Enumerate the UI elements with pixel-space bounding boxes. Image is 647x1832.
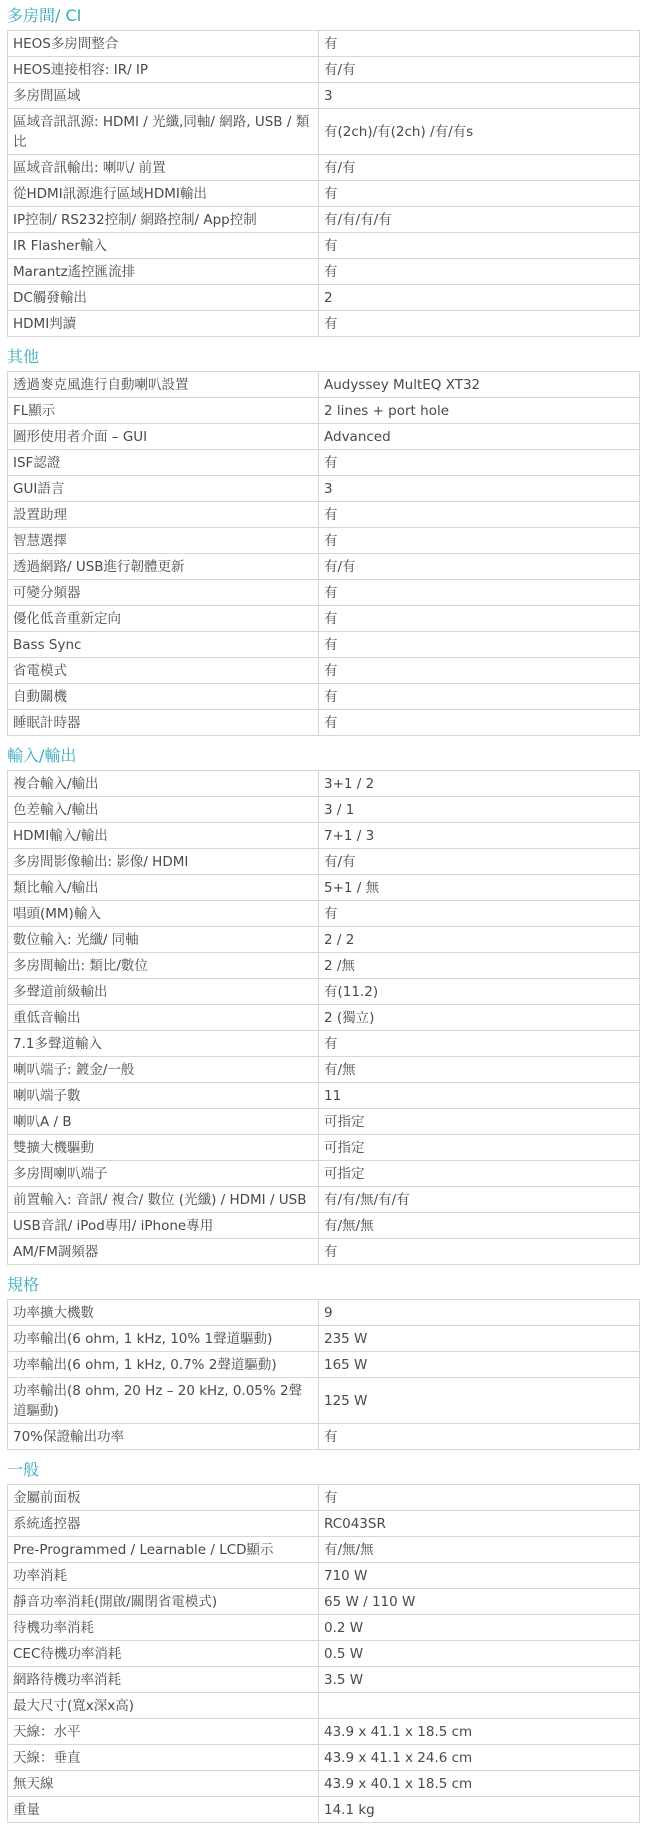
spec-label: 喇叭A / B — [8, 1109, 319, 1135]
spec-value: 有/有 — [319, 554, 640, 580]
spec-label: 天線：水平 — [8, 1719, 319, 1745]
spec-value: 有/有/無/有/有 — [319, 1187, 640, 1213]
spec-label: 從HDMI訊源進行區域HDMI輸出 — [8, 181, 319, 207]
spec-label: 最大尺寸(寬x深x高) — [8, 1693, 319, 1719]
spec-label: 待機功率消耗 — [8, 1615, 319, 1641]
spec-label: 多房間喇叭端子 — [8, 1161, 319, 1187]
spec-label: IP控制/ RS232控制/ 網路控制/ App控制 — [8, 207, 319, 233]
spec-label: 喇叭端子: 鍍金/一般 — [8, 1057, 319, 1083]
table-row — [8, 109, 640, 155]
spec-value: 有 — [319, 1485, 640, 1511]
spec-label: 可變分頻器 — [8, 580, 319, 606]
spec-value: 7+1 / 3 — [319, 823, 640, 849]
spec-label: 喇叭端子數 — [8, 1083, 319, 1109]
table-row — [8, 1745, 640, 1771]
spec-label: 圖形使用者介面 – GUI — [8, 424, 319, 450]
spec-value: 9 — [319, 1300, 640, 1326]
section-title: 其他 — [7, 347, 40, 366]
spec-label: Marantz遙控匯流排 — [8, 259, 319, 285]
table-row — [8, 1693, 640, 1719]
table-row — [8, 1300, 640, 1326]
spec-label: 自動關機 — [8, 684, 319, 710]
table-row — [8, 1378, 640, 1424]
table-row — [8, 580, 640, 606]
spec-value: 65 W / 110 W — [319, 1589, 640, 1615]
table-row — [8, 424, 640, 450]
table-row — [8, 372, 640, 398]
spec-label: 功率消耗 — [8, 1563, 319, 1589]
table-row — [8, 1641, 640, 1667]
table-row — [8, 1352, 640, 1378]
table-row — [8, 823, 640, 849]
spec-label: 多房間區域 — [8, 83, 319, 109]
table-row — [8, 1667, 640, 1693]
spec-label: 多房間輸出: 類比/數位 — [8, 953, 319, 979]
spec-label: 色差輸入/輸出 — [8, 797, 319, 823]
spec-value: 235 W — [319, 1326, 640, 1352]
spec-label: 雙擴大機驅動 — [8, 1135, 319, 1161]
spec-value: Advanced — [319, 424, 640, 450]
table-row — [8, 31, 640, 57]
table-row — [8, 1563, 640, 1589]
table-row — [8, 181, 640, 207]
table-row — [8, 684, 640, 710]
spec-value: 2 lines + port hole — [319, 398, 640, 424]
spec-label: 優化低音重新定向 — [8, 606, 319, 632]
spec-label: 複合輸入/輸出 — [8, 771, 319, 797]
table-row — [8, 233, 640, 259]
table-row — [8, 1485, 640, 1511]
spec-label: FL顯示 — [8, 398, 319, 424]
spec-label: 多房間影像輸出: 影像/ HDMI — [8, 849, 319, 875]
table-row — [8, 528, 640, 554]
spec-label: GUI語言 — [8, 476, 319, 502]
spec-value: 有 — [319, 1239, 640, 1265]
spec-label: HDMI判讀 — [8, 311, 319, 337]
section-title: 規格 — [7, 1275, 40, 1294]
spec-label: 靜音功率消耗(開啟/關閉省電模式) — [8, 1589, 319, 1615]
table-row — [8, 57, 640, 83]
spec-label: 重量 — [8, 1797, 319, 1823]
spec-value: 125 W — [319, 1378, 640, 1424]
spec-value: 2 /無 — [319, 953, 640, 979]
spec-value: 2 — [319, 285, 640, 311]
table-row — [8, 1511, 640, 1537]
spec-value: 有 — [319, 684, 640, 710]
table-row — [8, 450, 640, 476]
table-row — [8, 1719, 640, 1745]
spec-value: 有 — [319, 580, 640, 606]
spec-table — [7, 1299, 640, 1450]
spec-label: 功率輸出(8 ohm, 20 Hz – 20 kHz, 0.05% 2聲道驅動) — [8, 1378, 319, 1424]
table-row — [8, 398, 640, 424]
spec-label: 睡眠計時器 — [8, 710, 319, 736]
spec-value: 有/有/有/有 — [319, 207, 640, 233]
spec-value: 有 — [319, 710, 640, 736]
spec-label: 重低音輸出 — [8, 1005, 319, 1031]
table-row — [8, 554, 640, 580]
spec-value: 有/有 — [319, 57, 640, 83]
table-row — [8, 1771, 640, 1797]
spec-value: 710 W — [319, 1563, 640, 1589]
table-row — [8, 632, 640, 658]
spec-value: 有 — [319, 658, 640, 684]
spec-value: 3.5 W — [319, 1667, 640, 1693]
table-row — [8, 1589, 640, 1615]
table-row — [8, 1326, 640, 1352]
spec-label: CEC待機功率消耗 — [8, 1641, 319, 1667]
spec-value: 有 — [319, 311, 640, 337]
spec-value: 有/無/無 — [319, 1213, 640, 1239]
spec-value: 0.2 W — [319, 1615, 640, 1641]
spec-table — [7, 1484, 640, 1823]
table-row — [8, 658, 640, 684]
spec-table — [7, 371, 640, 736]
table-row — [8, 979, 640, 1005]
spec-value: 有 — [319, 259, 640, 285]
table-row — [8, 155, 640, 181]
spec-value: 14.1 kg — [319, 1797, 640, 1823]
spec-label: 網路待機功率消耗 — [8, 1667, 319, 1693]
spec-label: 透過麥克風進行自動喇叭設置 — [8, 372, 319, 398]
spec-value: 43.9 x 40.1 x 18.5 cm — [319, 1771, 640, 1797]
spec-label: 數位輸入: 光纖/ 同軸 — [8, 927, 319, 953]
spec-label: 功率輸出(6 ohm, 1 kHz, 0.7% 2聲道驅動) — [8, 1352, 319, 1378]
spec-label: 省電模式 — [8, 658, 319, 684]
spec-label: 類比輸入/輸出 — [8, 875, 319, 901]
table-row — [8, 1083, 640, 1109]
spec-value — [319, 1693, 640, 1719]
spec-label: 設置助理 — [8, 502, 319, 528]
spec-label: 天線：垂直 — [8, 1745, 319, 1771]
table-row — [8, 285, 640, 311]
spec-label: 7.1多聲道輸入 — [8, 1031, 319, 1057]
spec-label: 區域音訊輸出: 喇叭/ 前置 — [8, 155, 319, 181]
spec-value: 有 — [319, 901, 640, 927]
spec-label: 70%保證輸出功率 — [8, 1424, 319, 1450]
spec-label: 唱頭(MM)輸入 — [8, 901, 319, 927]
spec-label: 無天線 — [8, 1771, 319, 1797]
spec-value: Audyssey MultEQ XT32 — [319, 372, 640, 398]
spec-value: 3+1 / 2 — [319, 771, 640, 797]
spec-value: 有/有 — [319, 849, 640, 875]
table-row — [8, 1135, 640, 1161]
spec-value: 2 / 2 — [319, 927, 640, 953]
table-row — [8, 927, 640, 953]
spec-value: 有 — [319, 450, 640, 476]
spec-value: 有 — [319, 632, 640, 658]
spec-value: 有/無/無 — [319, 1537, 640, 1563]
spec-label: 金屬前面板 — [8, 1485, 319, 1511]
spec-value: 有/無 — [319, 1057, 640, 1083]
spec-value: 有 — [319, 233, 640, 259]
spec-label: Pre-Programmed / Learnable / LCD顯示 — [8, 1537, 319, 1563]
spec-value: 165 W — [319, 1352, 640, 1378]
spec-label: 功率輸出(6 ohm, 1 kHz, 10% 1聲道驅動) — [8, 1326, 319, 1352]
spec-label: 多聲道前級輸出 — [8, 979, 319, 1005]
spec-value: 可指定 — [319, 1109, 640, 1135]
table-row — [8, 207, 640, 233]
table-row — [8, 502, 640, 528]
spec-table — [7, 30, 640, 337]
spec-label: USB音訊/ iPod專用/ iPhone專用 — [8, 1213, 319, 1239]
spec-value: 3 — [319, 83, 640, 109]
spec-table — [7, 770, 640, 1265]
table-row — [8, 259, 640, 285]
spec-value: 2 (獨立) — [319, 1005, 640, 1031]
spec-label: Bass Sync — [8, 632, 319, 658]
spec-label: HEOS多房間整合 — [8, 31, 319, 57]
spec-label: ISF認證 — [8, 450, 319, 476]
section-title: 多房間/ CI — [7, 6, 82, 25]
section-title: 一般 — [7, 1460, 40, 1479]
spec-label: 功率擴大機數 — [8, 1300, 319, 1326]
spec-value: 5+1 / 無 — [319, 875, 640, 901]
spec-label: 智慧選擇 — [8, 528, 319, 554]
spec-value: 有 — [319, 606, 640, 632]
table-row — [8, 476, 640, 502]
table-row — [8, 771, 640, 797]
table-row — [8, 1057, 640, 1083]
table-row — [8, 1005, 640, 1031]
section-title: 輸入/輸出 — [7, 746, 77, 765]
spec-value: 3 — [319, 476, 640, 502]
spec-value: 有(11.2) — [319, 979, 640, 1005]
spec-label: 前置輸入: 音訊/ 複合/ 數位 (光纖) / HDMI / USB — [8, 1187, 319, 1213]
table-row — [8, 1213, 640, 1239]
spec-label: IR Flasher輸入 — [8, 233, 319, 259]
spec-label: 區域音訊訊源: HDMI / 光纖,同軸/ 網路, USB / 類比 — [8, 109, 319, 155]
table-row — [8, 875, 640, 901]
spec-label: HDMI輸入/輸出 — [8, 823, 319, 849]
spec-value: 可指定 — [319, 1161, 640, 1187]
table-row — [8, 1424, 640, 1450]
table-row — [8, 849, 640, 875]
spec-label: HEOS連接相容: IR/ IP — [8, 57, 319, 83]
spec-value: 有 — [319, 528, 640, 554]
spec-label: DC觸發輸出 — [8, 285, 319, 311]
spec-value: RC043SR — [319, 1511, 640, 1537]
table-row — [8, 953, 640, 979]
spec-value: 有 — [319, 31, 640, 57]
table-row — [8, 1187, 640, 1213]
spec-value: 11 — [319, 1083, 640, 1109]
spec-value: 有/有 — [319, 155, 640, 181]
spec-value: 43.9 x 41.1 x 18.5 cm — [319, 1719, 640, 1745]
table-row — [8, 797, 640, 823]
spec-value: 0.5 W — [319, 1641, 640, 1667]
table-row — [8, 1239, 640, 1265]
spec-value: 43.9 x 41.1 x 24.6 cm — [319, 1745, 640, 1771]
table-row — [8, 1031, 640, 1057]
spec-value: 有 — [319, 1424, 640, 1450]
spec-value: 有 — [319, 1031, 640, 1057]
table-row — [8, 83, 640, 109]
spec-value: 3 / 1 — [319, 797, 640, 823]
spec-label: AM/FM調頻器 — [8, 1239, 319, 1265]
table-row — [8, 710, 640, 736]
spec-value: 有 — [319, 181, 640, 207]
table-row — [8, 1537, 640, 1563]
table-row — [8, 1797, 640, 1823]
spec-value: 可指定 — [319, 1135, 640, 1161]
spec-value: 有(2ch)/有(2ch) /有/有s — [319, 109, 640, 155]
table-row — [8, 606, 640, 632]
table-row — [8, 1615, 640, 1641]
spec-label: 透過網路/ USB進行韌體更新 — [8, 554, 319, 580]
table-row — [8, 1109, 640, 1135]
spec-value: 有 — [319, 502, 640, 528]
table-row — [8, 1161, 640, 1187]
spec-label: 系統遙控器 — [8, 1511, 319, 1537]
table-row — [8, 311, 640, 337]
table-row — [8, 901, 640, 927]
